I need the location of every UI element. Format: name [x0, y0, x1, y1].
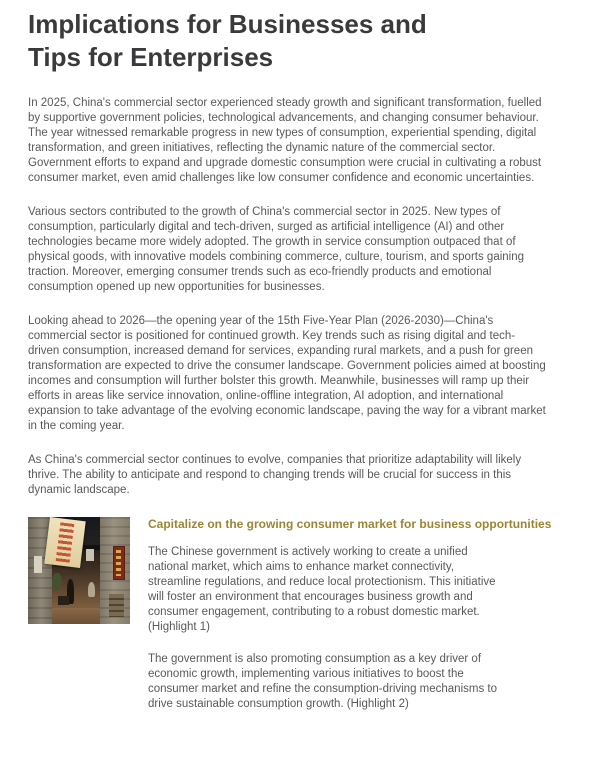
section-paragraph-2: The government is also promoting consumption as a key driver of economic growth, implementing various initiatives to boost the consumer market and refine the consumption-driving mechanisms to drive sustainable consumption growth. (Highlight 2) — [148, 653, 497, 710]
photo-shape — [58, 596, 69, 605]
highlight-section — [28, 517, 607, 729]
photo-shape — [45, 517, 86, 568]
highlight-section-text — [148, 517, 588, 729]
photo-shape — [113, 546, 125, 580]
paragraph-1: In 2025, China's commercial sector experienced steady growth and significant transformation, fuelled by supportive government policies, technological advancements, and changing consumer behaviour. The year witnessed remarkable progress in new types of consumption, experiential spending, digital transformation, and green initiatives, reflecting the dynamic nature of the commercial sector. Government efforts to expand and upgrade domestic consumption were crucial in cultivating a robust consumer market, even amid challenges like low consumer confidence and economic uncertainties. — [28, 97, 542, 184]
photo-shape — [56, 523, 75, 563]
section-heading: Capitalize on the growing consumer market for business opportunities — [148, 517, 552, 531]
photo-shape — [116, 550, 121, 576]
photo-shape — [52, 608, 100, 624]
photo-shape — [109, 594, 124, 616]
photo-shape — [86, 549, 94, 561]
paragraph-4: As China's commercial sector continues to evolve, companies that prioritize adaptability will likely thrive. The ability to anticipate and respond to changing trends will be crucial for success in this dynamic landscape. — [28, 454, 522, 496]
section-paragraph-1: The Chinese government is actively working to create a unified national market, which aims to enhance market connectivity, streamline regulations, and reduce local protectionism. This initiative will foster an environment that encourages business growth and consumer engagement, contributing to a robust domestic market. (Highlight 1) — [148, 546, 496, 633]
traditional-chinese-street-photo — [28, 517, 130, 624]
page-title: Implications for Businesses and Tips for Enterprises — [28, 9, 427, 72]
paragraph-3: Looking ahead to 2026—the opening year of the 15th Five-Year Plan (2026-2030)—China's commercial sector is positioned for continued growth. Key trends such as rising digital and tech-driven consumption, increased demand for services, expanding rural markets, and a push for green transformation are expected to drive the consumer landscape. Government policies aimed at boosting incomes and consumption will further bolster this growth. Meanwhile, businesses will ramp up their efforts in areas like service innovation, online-offline integration, AI adoption, and international expansion to take advantage of the evolving economic landscape, paving the way for a vibrant market in the coming year. — [28, 315, 546, 432]
photo-shape — [52, 573, 61, 590]
photo-shape — [88, 582, 95, 597]
paragraph-2: Various sectors contributed to the growth of China's commercial sector in 2025. New types of consumption, particularly digital and tech-driven, surged as artificial intelligence (AI) and other technologies became more widely adopted. The growth in service consumption outpaced that of physical goods, with innovative models combining commerce, culture, tourism, and sports gaining traction. Moreover, emerging consumer trends such as eco-friendly products and emotional consumption opened up new opportunities for businesses. — [28, 206, 525, 293]
photo-shape — [34, 556, 42, 573]
